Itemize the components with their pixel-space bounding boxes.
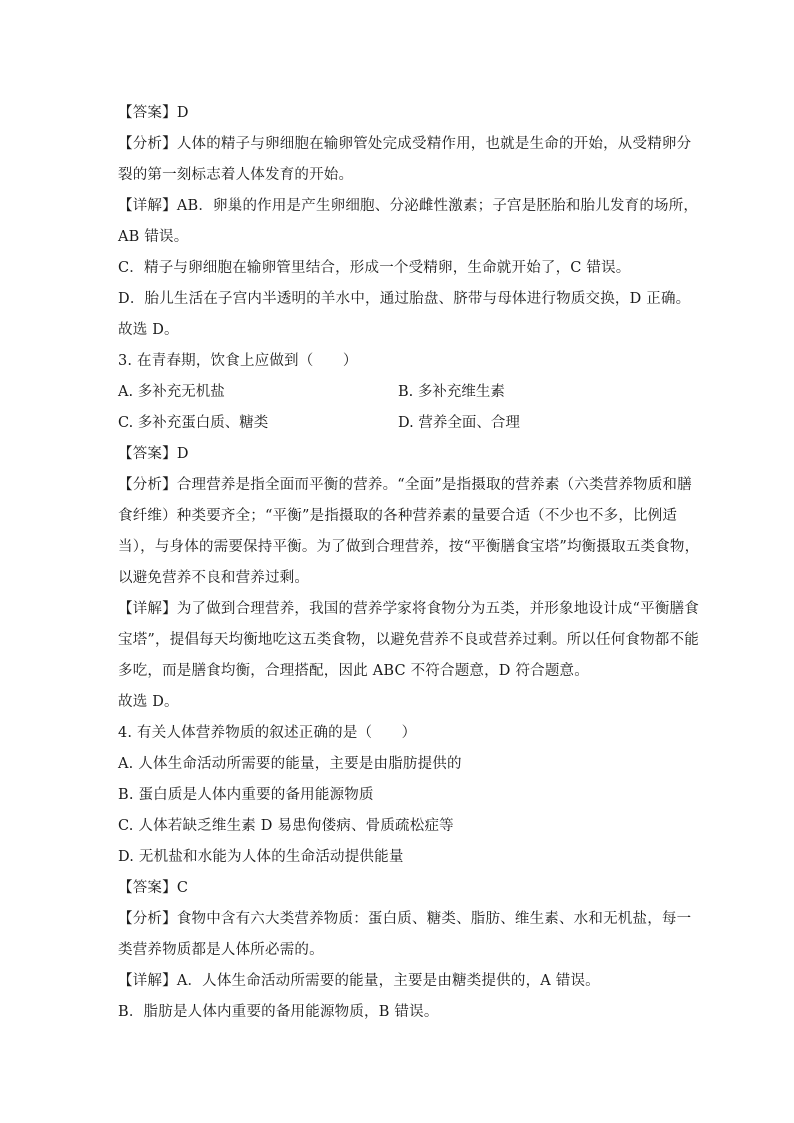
line-text: 4. 有关人体营养物质的叙述正确的是（ ） <box>118 725 417 741</box>
text-line <box>118 594 699 625</box>
text-line <box>118 842 678 873</box>
line-text: C <box>176 880 189 896</box>
line-text: A. 人体生命活动所需要的能量，主要是由脂肪提供的 <box>118 756 462 772</box>
option-left: A. 多补充无机盐 <box>118 384 225 400</box>
text-line <box>118 222 678 253</box>
line-text: D．胎儿生活在子宫内半透明的羊水中，通过胎盘、脐带与母体进行物质交换，D 正确。 <box>118 291 691 307</box>
option-row <box>118 408 678 439</box>
line-text: B. 蛋白质是人体内重要的备用能源物质 <box>118 787 374 803</box>
section-tag: 【答案】 <box>118 446 177 462</box>
text-line <box>118 191 699 222</box>
section-tag: 【详解】 <box>118 198 177 214</box>
text-line <box>118 749 678 780</box>
line-text: 故选 D。 <box>118 694 179 710</box>
line-text: 合理营养是指全面而平衡的营养。“全面”是指摄取的营养素（六类营养物质和膳 <box>176 477 692 493</box>
line-text: A．人体生命活动所需要的能量，主要是由糖类提供的，A 错误。 <box>176 973 600 989</box>
text-line <box>118 873 678 904</box>
line-text: 多吃，而是膳食均衡，合理搭配，因此 ABC 不符合题意，D 符合题意。 <box>118 663 589 679</box>
text-line <box>118 966 678 997</box>
section-tag: 【分析】 <box>118 911 177 927</box>
text-line <box>118 780 678 811</box>
option-row <box>118 377 678 408</box>
option-right: D. 营养全面、合理 <box>398 415 520 431</box>
text-line <box>118 501 678 532</box>
line-text: 食物中含有六大类营养物质：蛋白质、糖类、脂肪、维生素、水和无机盐，每一 <box>176 911 692 927</box>
section-tag: 【答案】 <box>118 880 177 896</box>
text-line <box>118 935 678 966</box>
text-line <box>118 625 699 656</box>
line-text: 为了做到合理营养，我国的营养学家将食物分为五类，并形象地设计成“平衡膳食 <box>176 601 699 617</box>
line-text: 人体的精子与卵细胞在输卵管处完成受精作用，也就是生命的开始，从受精卵分 <box>176 136 692 152</box>
document-page <box>118 98 700 1028</box>
text-line <box>118 656 678 687</box>
line-text: AB．卵巢的作用是产生卵细胞、分泌雌性激素；子宫是胚胎和胎儿发育的场所， <box>176 198 699 214</box>
line-text: 类营养物质都是人体所必需的。 <box>118 942 324 958</box>
text-line <box>118 98 678 129</box>
text-line <box>118 532 700 563</box>
line-text: 食纤维）种类要齐全；“平衡”是指摄取的各种营养素的量要合适（不少也不多，比例适 <box>118 508 678 524</box>
line-text: 故选 D。 <box>118 322 179 338</box>
text-line <box>118 563 678 594</box>
section-tag: 【详解】 <box>118 973 177 989</box>
option-left: C. 多补充蛋白质、糖类 <box>118 415 269 431</box>
line-text: D <box>176 105 189 121</box>
text-line <box>118 129 692 160</box>
text-line <box>118 315 678 346</box>
section-tag: 【分析】 <box>118 136 177 152</box>
section-tag: 【详解】 <box>118 601 177 617</box>
line-text: AB 错误。 <box>118 229 189 245</box>
line-text: C. 人体若缺乏维生素 D 易患佝偻病、骨质疏松症等 <box>118 818 454 834</box>
line-text: 当），与身体的需要保持平衡。为了做到合理营养，按“平衡膳食宝塔”均衡摄取五类食物， <box>118 539 700 555</box>
text-line <box>118 718 678 749</box>
option-right: B. 多补充维生素 <box>398 384 505 400</box>
text-line <box>118 439 678 470</box>
line-text: 宝塔”，提倡每天均衡地吃这五类食物，以避免营养不良或营养过剩。所以任何食物都不能 <box>118 632 699 648</box>
line-text: 以避免营养不良和营养过剩。 <box>118 570 310 586</box>
text-line <box>118 253 678 284</box>
line-text: 裂的第一刻标志着人体发育的开始。 <box>118 167 354 183</box>
line-text: D. 无机盐和水能为人体的生命活动提供能量 <box>118 849 404 865</box>
text-line <box>118 284 691 315</box>
text-line <box>118 997 678 1028</box>
text-line <box>118 687 678 718</box>
text-line <box>118 904 692 935</box>
text-line <box>118 160 678 191</box>
line-text: D <box>176 446 189 462</box>
text-line <box>118 811 678 842</box>
text-line <box>118 470 692 501</box>
line-text: C．精子与卵细胞在输卵管里结合，形成一个受精卵，生命就开始了，C 错误。 <box>118 260 631 276</box>
line-text: 3. 在青春期，饮食上应做到（ ） <box>118 353 358 369</box>
section-tag: 【答案】 <box>118 105 177 121</box>
section-tag: 【分析】 <box>118 477 177 493</box>
line-text: B．脂肪是人体内重要的备用能源物质，B 错误。 <box>118 1004 439 1020</box>
text-line <box>118 346 678 377</box>
